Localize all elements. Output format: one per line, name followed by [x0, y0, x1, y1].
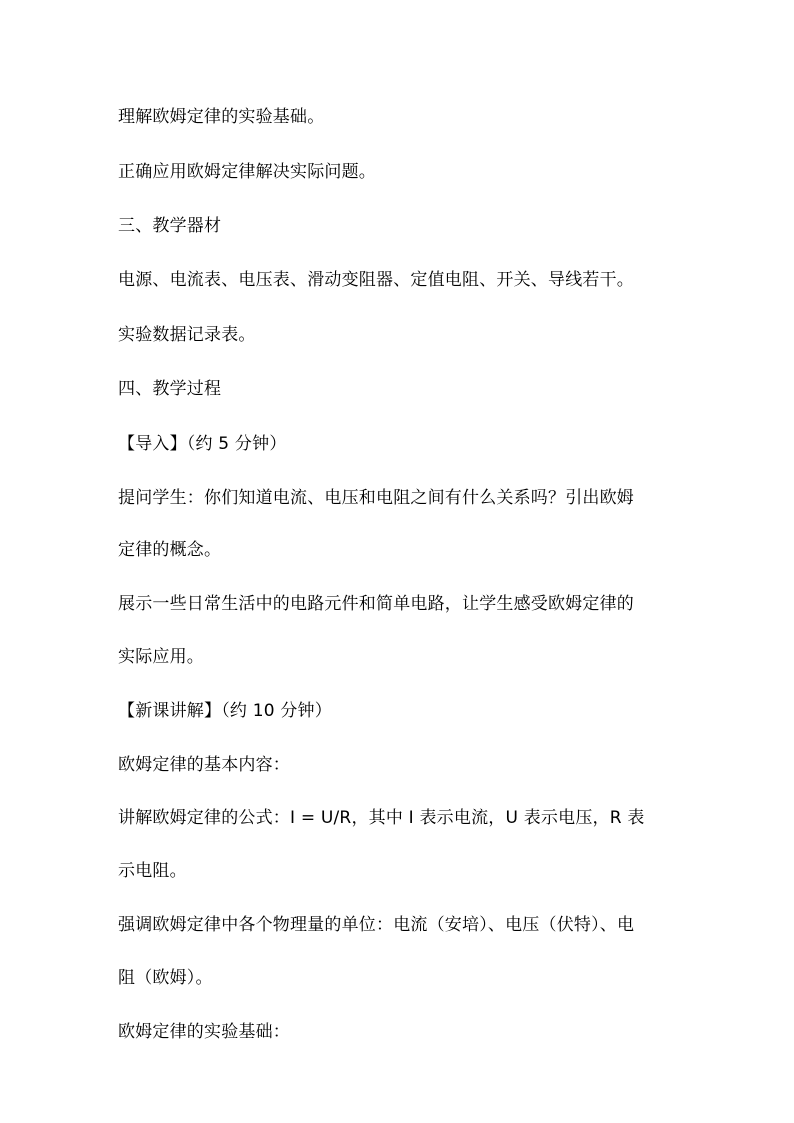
text-line-2: 正确应用欧姆定律解决实际问题。 [118, 162, 376, 182]
text-line-question-1: 提问学生：你们知道电流、电压和电阻之间有什么关系吗？引出欧姆 [118, 488, 634, 508]
section-heading-process: 四、教学过程 [118, 379, 222, 399]
text-line-units-1: 强调欧姆定律中各个物理量的单位：电流（安培）、电压（伏特）、电 [118, 915, 635, 935]
text-line-record-table: 实验数据记录表。 [118, 325, 256, 345]
subheading-new-lesson: 【新课讲解】（约 10 分钟） [118, 701, 332, 721]
text-line-basic-content: 欧姆定律的基本内容： [118, 755, 290, 775]
text-line-units-2: 阻（欧姆）。 [118, 968, 213, 988]
text-line-formula-1: 讲解欧姆定律的公式：I = U/R，其中 I 表示电流，U 表示电压，R 表 [118, 808, 645, 828]
text-line-equipment: 电源、电流表、电压表、滑动变阻器、定值电阻、开关、导线若干。 [118, 270, 634, 290]
text-line-formula-2: 示电阻。 [118, 861, 187, 881]
section-heading-equipment: 三、教学器材 [118, 216, 222, 236]
text-line-show-2: 实际应用。 [118, 647, 204, 667]
subheading-introduction: 【导入】（约 5 分钟） [118, 434, 287, 454]
text-line-1: 理解欧姆定律的实验基础。 [118, 107, 325, 127]
text-line-show-1: 展示一些日常生活中的电路元件和简单电路，让学生感受欧姆定律的 [118, 594, 634, 614]
text-line-experimental-basis: 欧姆定律的实验基础： [118, 1022, 290, 1042]
text-line-question-2: 定律的概念。 [118, 540, 222, 560]
